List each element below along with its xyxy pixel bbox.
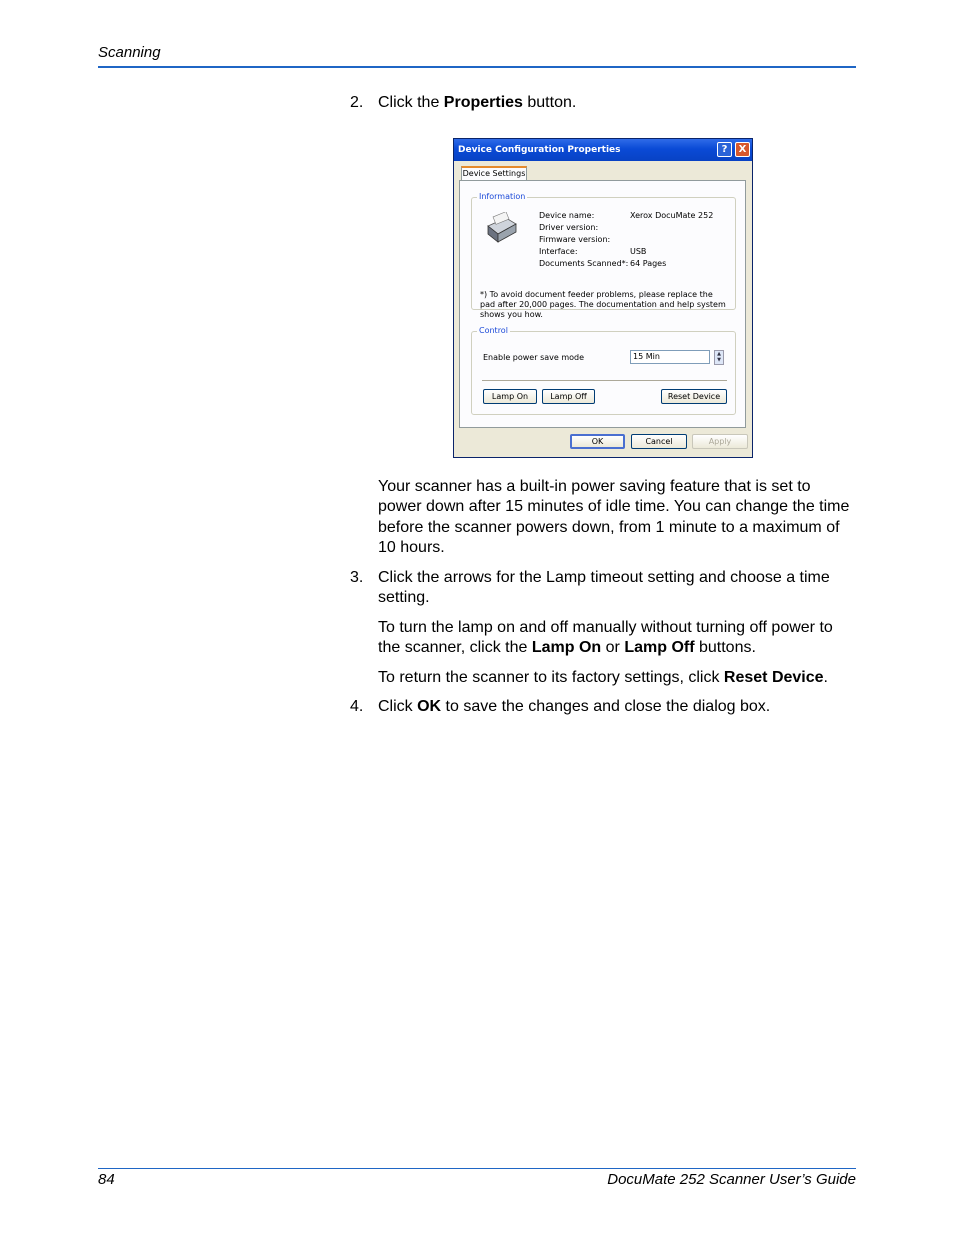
device-name-label: Device name: — [539, 211, 595, 220]
step-2-number: 2. — [350, 94, 364, 111]
lamp-mid: or — [601, 639, 625, 657]
apply-button: Apply — [692, 434, 748, 449]
close-icon[interactable]: X — [735, 142, 750, 157]
dialog-titlebar — [454, 139, 752, 161]
step-4-bold: OK — [417, 698, 442, 715]
reset-device-button[interactable]: Reset Device — [661, 389, 727, 404]
lamp-on-bold: Lamp On — [531, 639, 602, 657]
step-3-text: Click the arrows for the Lamp timeout setting and choose a time setting. — [378, 569, 830, 607]
reset-bold: Reset Device — [723, 669, 824, 686]
reset-pre: To return the scanner to its factory settings, click — [378, 669, 724, 686]
interface-value: USB — [630, 247, 647, 256]
spin-down-icon[interactable]: ▼ — [717, 357, 721, 363]
cancel-button[interactable]: Cancel — [631, 434, 687, 449]
spin-up-icon[interactable]: ▲ — [717, 351, 721, 357]
device-configuration-dialog — [453, 138, 753, 458]
device-name-value: Xerox DocuMate 252 — [630, 211, 714, 220]
tab-device-settings[interactable]: Device Settings — [461, 166, 527, 181]
step-4-pre: Click — [378, 698, 418, 715]
help-icon[interactable]: ? — [717, 142, 732, 157]
step-4-post: to save the changes and close the dialog box. — [441, 698, 771, 715]
page-number: 84 — [98, 1171, 115, 1188]
lamp-paragraph — [378, 618, 858, 659]
ok-button[interactable]: OK — [570, 434, 625, 449]
reset-paragraph — [378, 668, 858, 688]
information-group — [471, 192, 736, 319]
documents-scanned-label: Documents Scanned*: — [539, 259, 629, 268]
power-saving-paragraph: Your scanner has a built-in power saving feature that is set to power down after 15 minutes of idle time. You can change the time before the scanner powers down, from 1 minute to a maximum of 10 hours. — [378, 478, 850, 557]
power-save-label: Enable power save mode — [483, 353, 585, 362]
header-rule — [98, 66, 856, 68]
lamp-pre: To turn the lamp on and off manually without turning off power to the scanner, click the — [378, 619, 833, 657]
power-save-spinner[interactable] — [714, 350, 724, 365]
scanner-icon — [484, 212, 520, 246]
control-legend: Control — [479, 326, 508, 335]
lamp-off-button[interactable]: Lamp Off — [542, 389, 595, 404]
power-save-input[interactable]: 15 Min — [630, 350, 710, 364]
lamp-off-bold: Lamp Off — [624, 639, 695, 657]
information-legend: Information — [479, 192, 526, 201]
firmware-version-label: Firmware version: — [539, 235, 611, 244]
dialog-title: Device Configuration Properties — [458, 145, 621, 155]
step-2-post: button. — [522, 94, 577, 111]
step-4-text — [378, 697, 858, 717]
guide-title: DocuMate 252 Scanner User’s Guide — [607, 1171, 856, 1188]
lamp-post: buttons. — [694, 639, 756, 657]
step-4-number: 4. — [350, 698, 364, 715]
tab-panel — [459, 180, 746, 428]
step-3-number: 3. — [350, 569, 364, 586]
step-2-pre: Click the — [378, 94, 444, 111]
control-group — [471, 326, 736, 415]
feeder-note: *) To avoid document feeder problems, please replace the pad after 20,000 pages. The documentation and help system shows you how. — [480, 290, 726, 319]
footer-rule — [98, 1168, 856, 1169]
step-2-bold: Properties — [443, 94, 523, 111]
driver-version-label: Driver version: — [539, 223, 599, 232]
running-header: Scanning — [98, 44, 161, 61]
reset-post: . — [823, 669, 828, 686]
lamp-on-button[interactable]: Lamp On — [483, 389, 537, 404]
documents-scanned-value: 64 Pages — [630, 259, 667, 268]
interface-label: Interface: — [539, 247, 578, 256]
control-separator — [482, 380, 727, 381]
step-2-text — [378, 93, 858, 113]
